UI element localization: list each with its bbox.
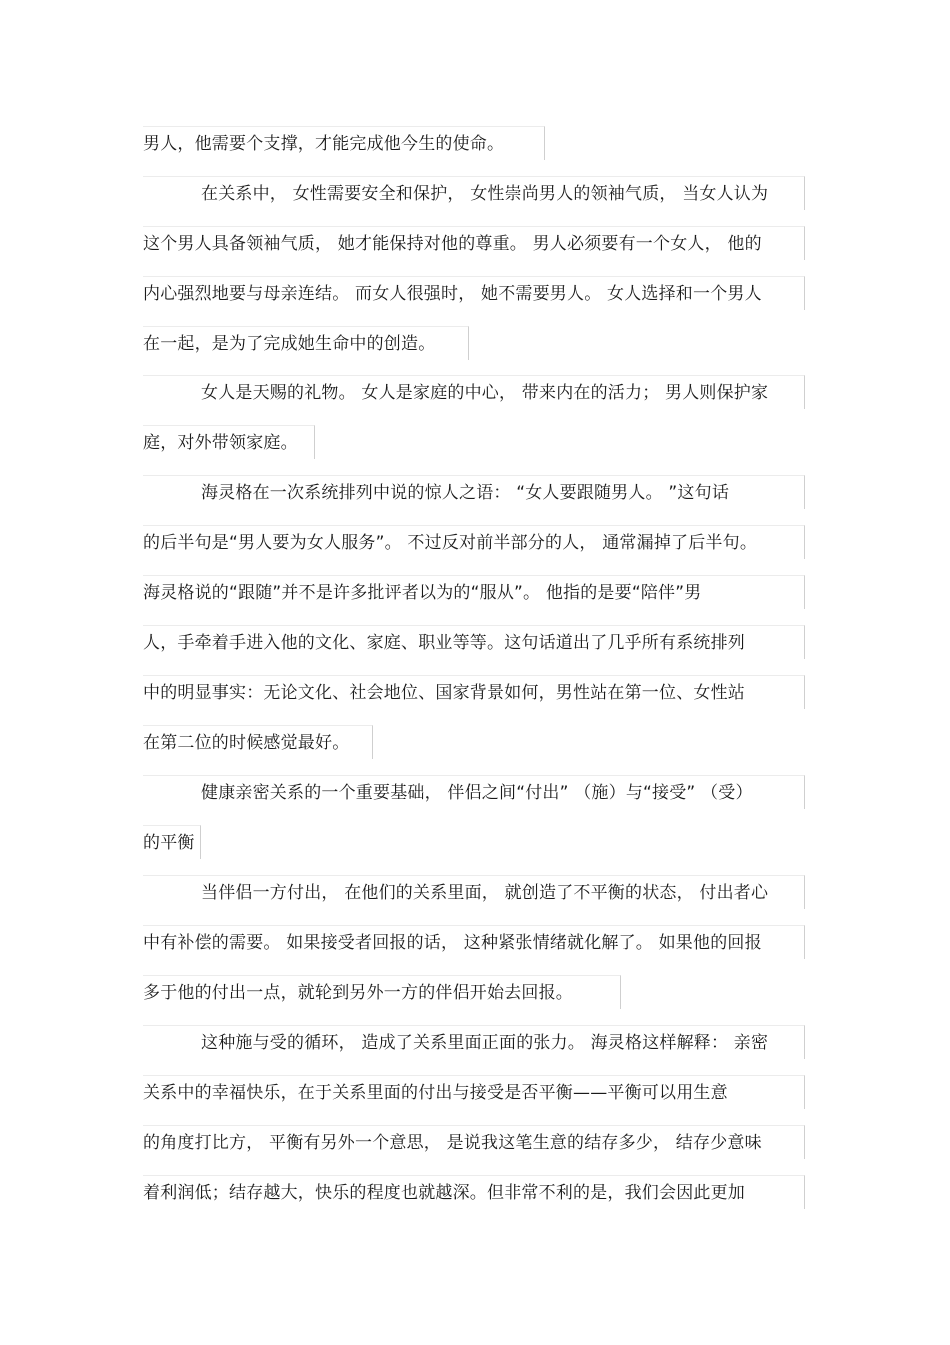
paragraph-first-line: 这种施与受的循环， 造成了关系里面正面的张力。 海灵格这样解释： 亲密 — [143, 1025, 805, 1059]
text-line: 的后半句是“男人要为女人服务”。 不过反对前半部分的人， 通常漏掉了后半句。 — [143, 525, 805, 559]
paragraph-first-line: 当伴侣一方付出， 在他们的关系里面， 就创造了不平衡的状态， 付出者心 — [143, 875, 805, 909]
text-line: 的平衡 — [143, 825, 201, 859]
text-line: 庭，对外带领家庭。 — [143, 425, 315, 459]
text-line: 男人，他需要个支撑，才能完成他今生的使命。 — [143, 126, 545, 160]
text-line: 人，手牵着手进入他的文化、家庭、职业等等。这句话道出了几乎所有系统排列 — [143, 625, 805, 659]
text-line: 中有补偿的需要。 如果接受者回报的话， 这种紧张情绪就化解了。 如果他的回报 — [143, 925, 805, 959]
text-line: 这个男人具备领袖气质， 她才能保持对他的尊重。 男人必须要有一个女人， 他的 — [143, 226, 805, 260]
text-line: 中的明显事实：无论文化、社会地位、国家背景如何，男性站在第一位、女性站 — [143, 675, 805, 709]
text-line: 多于他的付出一点，就轮到另外一方的伴侣开始去回报。 — [143, 975, 621, 1009]
text-line: 内心强烈地要与母亲连结。 而女人很强时， 她不需要男人。 女人选择和一个男人 — [143, 276, 805, 310]
paragraph-first-line: 女人是天赐的礼物。 女人是家庭的中心， 带来内在的活力； 男人则保护家 — [143, 375, 805, 409]
text-line: 在第二位的时候感觉最好。 — [143, 725, 373, 759]
text-line: 海灵格说的“跟随”并不是许多批评者以为的“服从”。 他指的是要“陪伴”男 — [143, 575, 805, 609]
paragraph-first-line: 健康亲密关系的一个重要基础， 伴侣之间“付出” （施）与“接受” （受） — [143, 775, 805, 809]
text-line: 的角度打比方， 平衡有另外一个意思， 是说我这笔生意的结存多少， 结存少意味 — [143, 1125, 805, 1159]
paragraph-first-line: 海灵格在一次系统排列中说的惊人之语： “女人要跟随男人。 ”这句话 — [143, 475, 805, 509]
text-line: 着利润低；结存越大，快乐的程度也就越深。但非常不利的是，我们会因此更加 — [143, 1175, 805, 1209]
text-line: 在一起，是为了完成她生命中的创造。 — [143, 326, 469, 360]
paragraph-first-line: 在关系中， 女性需要安全和保护， 女性崇尚男人的领袖气质， 当女人认为 — [143, 176, 805, 210]
text-line: 关系中的幸福快乐，在于关系里面的付出与接受是否平衡——平衡可以用生意 — [143, 1075, 805, 1109]
